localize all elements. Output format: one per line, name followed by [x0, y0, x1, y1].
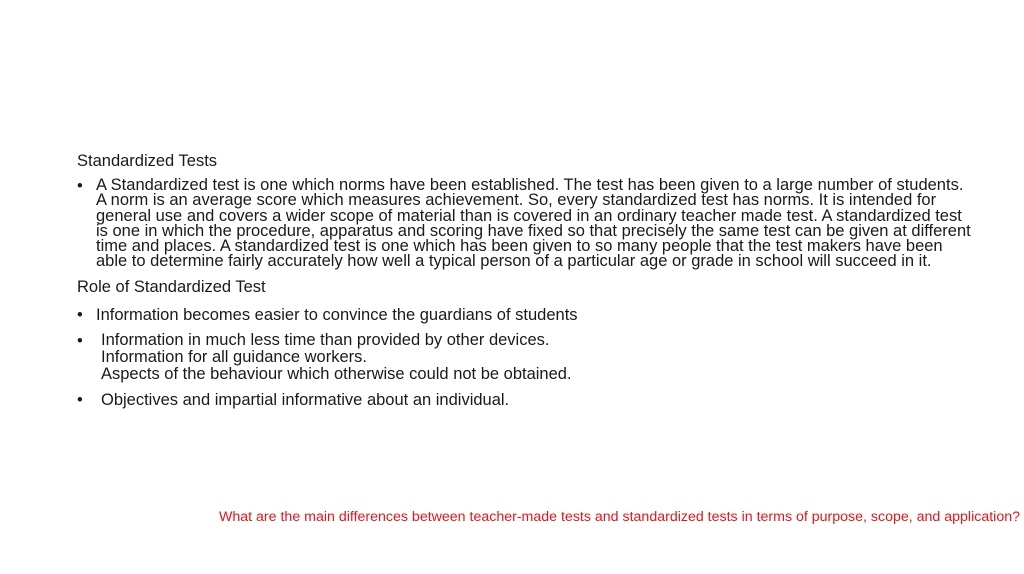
- bullet-guardians-text: Information becomes easier to convince the guardians of students: [96, 305, 578, 324]
- bullet-information-line: Information for all guidance workers.: [101, 347, 367, 366]
- question-text: What are the main differences between teacher-made tests and standardized tests in terms of purpose, scope, and application?: [218, 509, 1020, 525]
- bullet-dot: •: [77, 331, 83, 350]
- bullet-dot: •: [77, 390, 83, 409]
- heading-role-of-standardized-test: Role of Standardized Test: [77, 277, 266, 296]
- bullet-objectives-text: Objectives and impartial informative about an individual.: [101, 390, 510, 409]
- bullet-definition: [77, 178, 977, 270]
- bullet-dot: •: [77, 305, 83, 324]
- bullet-objectives: [77, 389, 977, 411]
- heading-standardized-tests: Standardized Tests: [77, 152, 218, 170]
- bullet-information-line: Aspects of the behaviour which otherwise could not be obtained.: [101, 364, 572, 383]
- bullet-information-line: Information in much less time than provided by other devices.: [101, 330, 550, 349]
- bullet-definition-text: A Standardized test is one which norms have been established. The test has been given to a large number of students. A norm is an average score which measures achievement. So, every standardized test has norms. It is intended for general use and covers a wider scope of material than is covered in an ordinary teacher made test. A standardized test is one in which the procedure, apparatus and scoring have fixed so that precisely the same test can be given at different time and places. A standardized test is one which has been given to so many people that the test makers have been able to determine fairly accurately how well a typical person of a particular age or grade in school will succeed in it.: [96, 176, 971, 271]
- bullet-information: [77, 332, 977, 383]
- bullet-guardians: [77, 304, 977, 326]
- slide-content: [77, 150, 977, 417]
- bullet-dot: •: [77, 177, 83, 195]
